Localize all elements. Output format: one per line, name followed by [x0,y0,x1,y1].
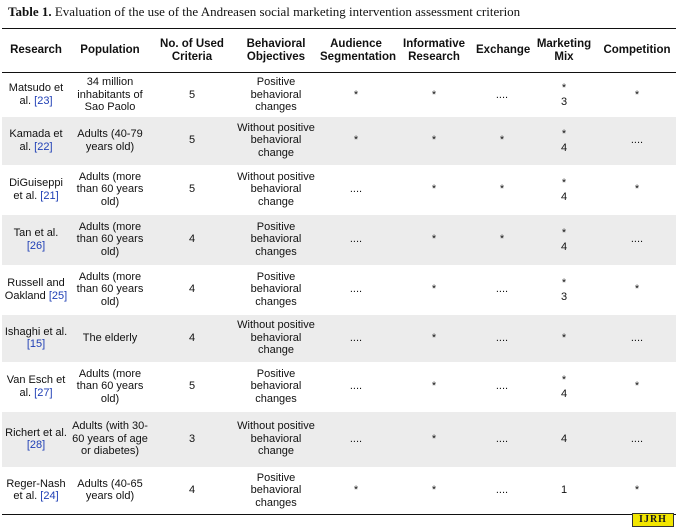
table-caption-text: Evaluation of the use of the Andreasen social marketing intervention assessment criterion [51,4,521,19]
cell-informative-research: * [431,380,437,393]
marketing-mix-number: 4 [560,387,568,400]
citation-link[interactable]: [23] [34,94,53,107]
header-research: Research [10,44,62,56]
header-behavioral-objectives: Behavioral Objectives [246,37,306,63]
cell-population: Adults (more than 60 years old) [76,170,144,208]
study-name: Ishaghi et al. [4,325,68,338]
table-row [2,265,676,315]
cell-audience-segmentation: .... [349,233,363,246]
marketing-mix-symbol: * [561,127,567,140]
study-name: DiGuiseppi et al. [9,177,63,202]
cell-behavioral-objectives: Positive behavioral changes [250,270,302,308]
cell-informative-research: * [431,134,437,147]
cell-population: Adults (with 30-60 years of age or diabetes) [72,420,148,458]
cell-behavioral-objectives: Positive behavioral changes [250,471,302,509]
marketing-mix-number: 4 [560,240,568,253]
cell-behavioral-objectives: Positive behavioral changes [250,76,302,113]
cell-audience-segmentation: .... [349,331,363,344]
header-population: Population [80,44,140,56]
cell-informative-research: * [431,484,437,496]
citation-link[interactable]: [28] [26,439,46,451]
study-name: Matsudo et al. [8,82,64,107]
cell-competition: * [634,380,640,393]
cell-population: Adults (40-65 years old) [77,477,143,503]
cell-informative-research: * [431,432,437,445]
cell-exchange: .... [495,88,509,101]
marketing-mix-number: 3 [560,95,568,108]
cell-criteria: 4 [188,233,196,246]
cell-exchange: * [499,233,505,246]
cell-audience-segmentation: * [353,88,359,101]
marketing-mix-symbol: * [561,373,567,386]
study-name: Reger-Nash et al. [6,477,66,503]
header-marketing-mix: Marketing Mix [536,37,592,63]
cell-audience-segmentation: .... [349,380,363,393]
cell-audience-segmentation: * [353,484,359,496]
table-row [2,165,676,215]
cell-criteria: 5 [188,88,196,101]
cell-exchange: .... [495,484,509,496]
cell-research [2,165,70,215]
citation-link[interactable]: [21] [40,189,59,202]
study-name: Russell and Oakland [4,277,65,302]
cell-marketing-mix [530,315,598,362]
cell-exchange: .... [495,283,509,296]
header-competition: Competition [603,44,671,56]
citation-link[interactable]: [15] [26,338,46,350]
cell-population: Adults (40-79 years old) [77,128,143,153]
citation-link[interactable]: [24] [40,490,59,503]
cell-competition: .... [630,134,644,147]
cell-marketing-mix [530,467,598,515]
cell-behavioral-objectives: Without positive behavioral change [237,319,315,357]
table-row [2,315,676,362]
cell-competition: .... [630,233,644,246]
cell-population: 34 million inhabitants of Sao Paolo [77,76,143,113]
study-name: Richert et al. [5,426,67,439]
cell-research [2,362,70,412]
marketing-mix-number: 3 [560,290,568,303]
cell-exchange: .... [495,380,509,393]
cell-competition: * [634,183,640,196]
cell-marketing-mix [530,265,598,315]
cell-exchange: * [499,134,505,147]
cell-marketing-mix [530,362,598,412]
marketing-mix-symbol: * [561,176,567,189]
citation-link[interactable]: [26] [26,239,46,252]
cell-population: Adults (more than 60 years old) [76,220,144,258]
cell-exchange: .... [495,331,509,344]
cell-marketing-mix [530,165,598,215]
cell-criteria: 3 [188,432,196,445]
marketing-mix-number: 4 [560,190,568,203]
marketing-mix-number: 4 [560,141,568,154]
citation-link[interactable]: [22] [34,140,53,153]
cell-research [2,215,70,265]
marketing-mix-number: 4 [560,433,568,445]
study-name: Van Esch et al. [6,374,66,399]
cell-informative-research: * [431,88,437,101]
cell-population: Adults (more than 60 years old) [76,367,144,405]
header-used-criteria: No. of Used Criteria [160,37,224,63]
cell-competition: * [634,484,640,496]
journal-logo: IJRH [632,513,674,527]
cell-behavioral-objectives: Positive behavioral changes [250,367,302,405]
cell-research [2,412,70,467]
cell-exchange: * [499,183,505,196]
header-audience-segmentation: Audience Segmentation [320,37,397,63]
table-row [2,117,676,165]
cell-exchange: .... [495,432,509,445]
cell-criteria: 5 [188,380,196,393]
cell-audience-segmentation: .... [349,432,363,445]
cell-criteria: 5 [188,134,196,147]
table-row [2,73,676,117]
study-name: Tan et al. [13,227,59,239]
cell-audience-segmentation: .... [349,183,363,196]
cell-competition: .... [630,432,644,445]
header-informative-research: Informative Research [403,37,465,63]
cell-behavioral-objectives: Without positive behavioral change [237,121,315,159]
table-caption-label: Table 1. [8,4,52,19]
cell-population: The elderly [82,331,138,344]
cell-marketing-mix [530,117,598,165]
marketing-mix-symbol: * [561,276,567,289]
header-exchange: Exchange [476,44,531,56]
marketing-mix-symbol: * [561,226,567,239]
cell-competition: * [634,88,640,101]
cell-audience-segmentation: .... [349,283,363,296]
cell-competition: .... [630,331,644,344]
table-row [2,215,676,265]
cell-research [2,265,70,315]
cell-behavioral-objectives: Without positive behavioral change [237,420,315,458]
cell-criteria: 4 [188,484,196,496]
cell-research [2,117,70,165]
marketing-mix-symbol: * [561,332,567,344]
cell-criteria: 4 [188,283,196,296]
cell-informative-research: * [431,183,437,196]
marketing-mix-symbol: * [561,81,567,94]
table-row [2,362,676,412]
cell-competition: * [634,283,640,296]
cell-criteria: 4 [188,331,196,344]
header-row [2,29,676,73]
cell-informative-research: * [431,331,437,344]
cell-population: Adults (more than 60 years old) [76,270,144,308]
table-row [2,412,676,467]
cell-marketing-mix [530,412,598,467]
cell-research [2,73,70,117]
cell-behavioral-objectives: Positive behavioral changes [250,220,302,258]
citation-link[interactable]: [25] [48,289,68,302]
cell-research [2,467,70,515]
cell-informative-research: * [431,233,437,246]
cell-informative-research: * [431,283,437,296]
cell-criteria: 5 [188,183,196,196]
table-caption [8,4,520,20]
assessment-table [2,28,676,515]
cell-marketing-mix [530,73,598,117]
table-row [2,467,676,515]
cell-audience-segmentation: * [353,134,359,147]
cell-marketing-mix [530,215,598,265]
study-name: Kamada et al. [9,128,63,153]
cell-research [2,315,70,362]
citation-link[interactable]: [27] [34,386,53,399]
cell-behavioral-objectives: Without positive behavioral change [237,170,315,208]
marketing-mix-number: 1 [560,484,568,497]
